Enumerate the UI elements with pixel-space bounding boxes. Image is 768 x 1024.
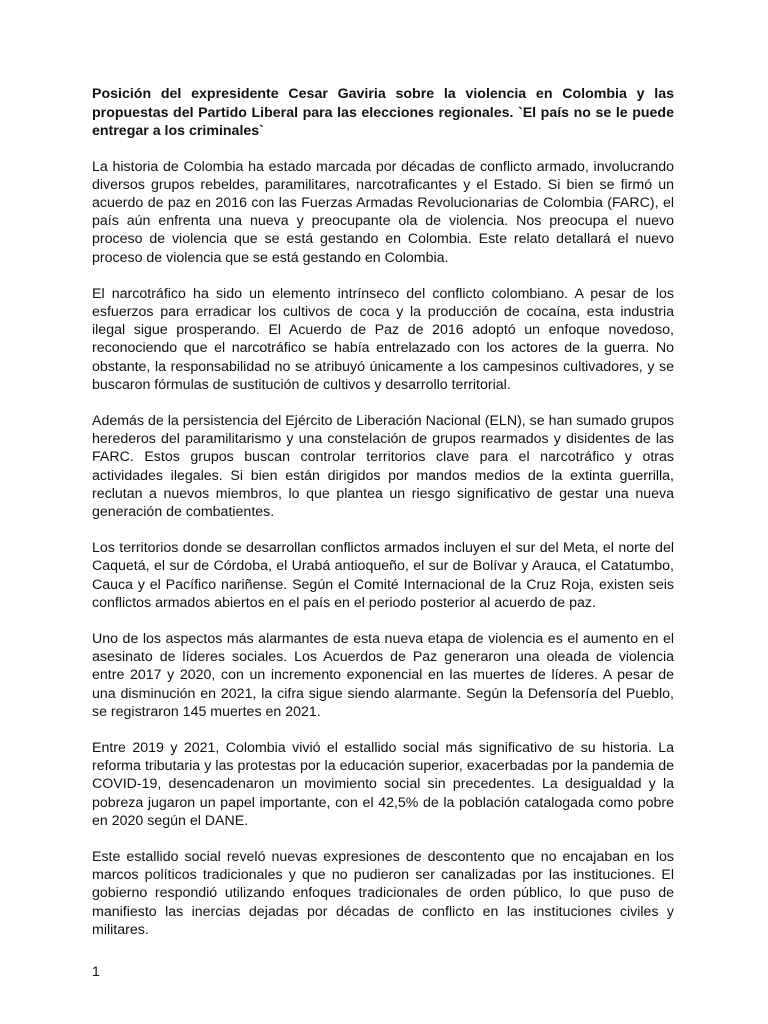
paragraph-narcotrafico: El narcotráfico ha sido un elemento intrínseco del conflicto colombiano. A pesar de los esfuerzos para erradicar los cultivos de coca y la producción de cocaína, esta industria ilegal sigue prosperando. El Acuerdo de Paz de 2016 adoptó un enfoque novedoso, reconociendo que el narcotráfico se había entrelazado con los actores de la guerra. No obstante, la responsabilidad no se atribuyó únicamente a los campesinos cultivadores, y se buscaron fórmulas de sustitución de cultivos y desarrollo territorial. — [92, 285, 674, 393]
page-number: 1 — [92, 963, 100, 979]
paragraph-territories: Los territorios donde se desarrollan conflictos armados incluyen el sur del Meta, el norte del Caquetá, el sur de Córdoba, el Urabá antioqueño, el sur de Bolívar y Arauca, el Catatumbo, Cauca y el Pacífico nariñense. Según el Comité Internacional de la Cruz Roja, existen seis conflictos armados abiertos en el país en el periodo posterior al acuerdo de paz. — [92, 540, 674, 611]
document-title: Posición del expresidente Cesar Gaviria sobre la violencia en Colombia y las propuestas del Partido Liberal para las elecciones regionales. `El país no se le puede entregar a los criminales` — [92, 86, 674, 139]
paragraph-eln-groups: Además de la persistencia del Ejército de Liberación Nacional (ELN), se han sumado grupos herederos del paramilitarismo y una constelación de grupos rearmados y disidentes de las FARC. Estos grupos buscan controlar territorios clave para el narcotráfico y otras actividades ilegales. Si bien están dirigidos por mandos medios de la extinta guerrilla, reclutan a nuevos miembros, lo que plantea un riesgo significativo de gestar una nueva generación de combatientes. — [92, 412, 675, 520]
paragraph-social-leaders: Uno de los aspectos más alarmantes de esta nueva etapa de violencia es el aumento en el asesinato de líderes sociales. Los Acuerdos de Paz generaron una oleada de violencia entre 2017 y 2020, con un incremento exponencial en las muertes de líderes. A pesar de una disminución en 2021, la cifra sigue siendo alarmante. Según la Defensoría del Pueblo, se registraron 145 muertes en 2021. — [92, 630, 674, 720]
paragraph-intro: La historia de Colombia ha estado marcada por décadas de conflicto armado, involucrando diversos grupos rebeldes, paramilitares, narcotraficantes y el Estado. Si bien se firmó un acuerdo de paz en 2016 con las Fuerzas Armadas Revolucionarias de Colombia (FARC), el país aún enfrenta una nueva y preocupante ola de violencia. Nos preocupa el nuevo proceso de violencia que se está gestando en Colombia. Este relato detallará el nuevo proceso de violencia que se está gestando en Colombia. — [92, 158, 674, 266]
paragraph-discontent: Este estallido social reveló nuevas expresiones de descontento que no encajaban en los marcos políticos tradicionales y que no pudieron ser canalizadas por las instituciones. El gobierno respondió utilizando enfoques tradicionales de orden público, lo que puso de manifiesto las inercias dejadas por décadas de conflicto en las instituciones civiles y militares. — [92, 849, 674, 938]
paragraph-social-outbreak: Entre 2019 y 2021, Colombia vivió el estallido social más significativo de su historia. La reforma tributaria y las protestas por la educación superior, exacerbadas por la pandemia de COVID-19, desencadenaron un movimiento social sin precedentes. La desigualdad y la pobreza jugaron un papel importante, con el 42,5% de la población catalogada como pobre en 2020 según el DANE. — [92, 739, 674, 829]
document-body — [92, 85, 674, 957]
